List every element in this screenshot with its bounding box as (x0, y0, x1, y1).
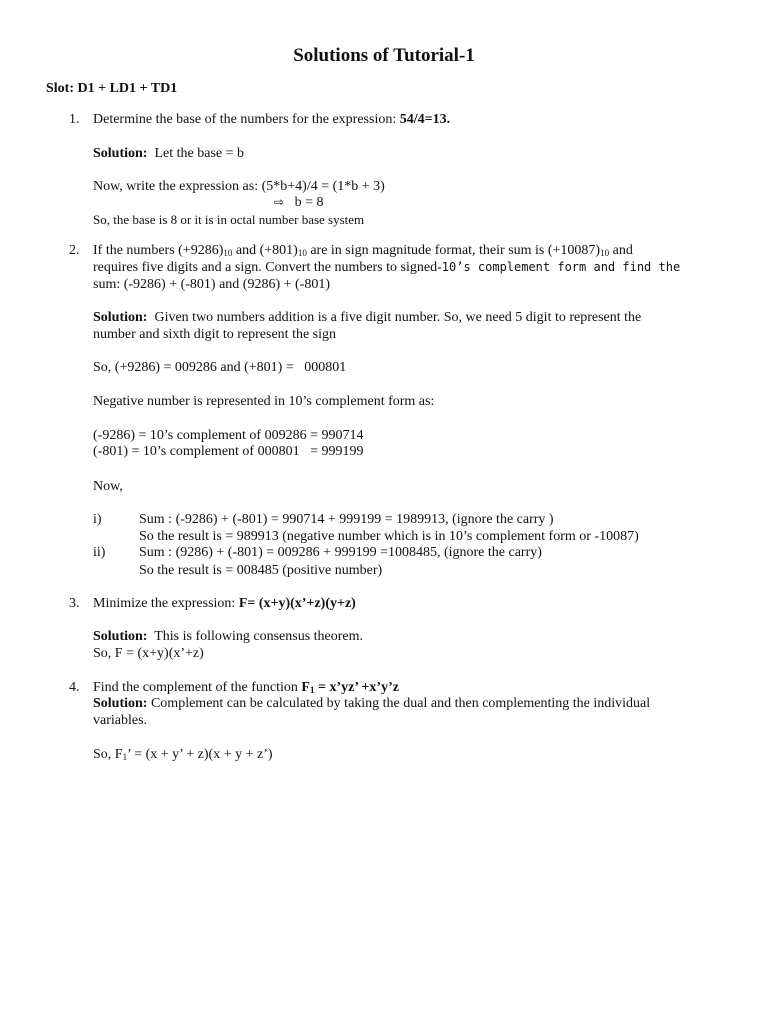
q4-expression: $F_1$ = x’yz’ +x’y’z (301, 680, 399, 695)
q2-representation: So, (+9286) = 009286 and (+801) = 000801 (93, 360, 347, 375)
q2-negative-2: (-801) = 10’s complement of 000801 = 999199 (93, 444, 364, 459)
q2-item-i-line2: So the result is = 989913 (negative number which is in 10’s complement form or -10087) (139, 529, 639, 544)
q2-item-ii-line1: Sum : (9286) + (-801) = 009286 + 999199 =1008485, (ignore the carry) (139, 545, 542, 560)
solution-label: Solution: (93, 696, 148, 711)
q2-item-i-line1: Sum : (-9286) + (-801) = 990714 + 999199 = 1989913, (ignore the carry ) (139, 512, 554, 527)
q2-item-ii-line2: So the result is = 008485 (positive number) (139, 563, 383, 578)
q2-solution-line2: number and sixth digit to represent the sign (93, 327, 337, 342)
q1-number: 1. (69, 112, 80, 127)
page-title: Solutions of Tutorial-1 (293, 45, 475, 66)
q4-number: 4. (69, 680, 80, 695)
q2-line3: sum: (-9286) + (-801) and (9286) + (-801) (93, 277, 331, 292)
q1-line3: So, the base is 8 or it is in octal number base system (93, 212, 365, 227)
solution-label: Solution: (93, 629, 148, 644)
q2-number: 2. (69, 243, 80, 258)
q2-item-i-label: i) (93, 512, 102, 527)
solution-label: Solution: (93, 310, 148, 325)
implies-arrow-icon: ⇨ (274, 195, 285, 209)
q1-question: Determine the base of the numbers for the expression: 54/4=13. (93, 112, 451, 127)
q2-item-ii-label: ii) (93, 545, 106, 560)
q4-solution-line1: Solution: Complement can be calculated by taking the dual and then complementing the individual (93, 696, 651, 711)
q1-line1: Now, write the expression as: (5*b+4)/4 = (1*b + 3) (93, 179, 385, 194)
q4-result: So, $F_1$’ = (x + y’ + z)(x + y + z’) (93, 747, 273, 762)
q3-number: 3. (69, 596, 80, 611)
q1-solution: Solution: Let the base = b (93, 146, 244, 161)
q2-line1: If the numbers $(+9286)_{10}$ and $(+801)_{10}$ are in sign magnitude format, their sum is $(+10087)_{10}$ and (93, 243, 633, 258)
slot-label: Slot: D1 + LD1 + TD1 (46, 81, 178, 96)
q1-expression: 54/4=13. (399, 112, 451, 127)
q3-question: Minimize the expression: F= (x+y)(x’+z)(y+z) (93, 596, 356, 611)
q2-solution-line1: Solution: Given two numbers addition is a five digit number. So, we need 5 digit to represent the (93, 310, 642, 325)
q3-expression: F= (x+y)(x’+z)(y+z) (238, 596, 356, 611)
q1-line2: ⇨ b = 8 (274, 195, 324, 210)
q2-negative-intro: Negative number is represented in 10’s complement form as: (93, 394, 435, 409)
solution-label: Solution: (93, 146, 148, 161)
q3-result: So, F = (x+y)(x’+z) (93, 646, 204, 661)
q4-solution-line2: variables. (93, 713, 148, 728)
q2-now: Now, (93, 479, 123, 494)
q2-negative-1: (-9286) = 10’s complement of 009286 = 990714 (93, 428, 364, 443)
q3-solution: Solution: This is following consensus theorem. (93, 629, 364, 644)
q2-line2: requires five digits and a sign. Convert the numbers to signed-10’s complement form and find the (93, 260, 681, 275)
q4-question: Find the complement of the function $F_1$ = x’yz’ +x’y’z (93, 680, 399, 695)
